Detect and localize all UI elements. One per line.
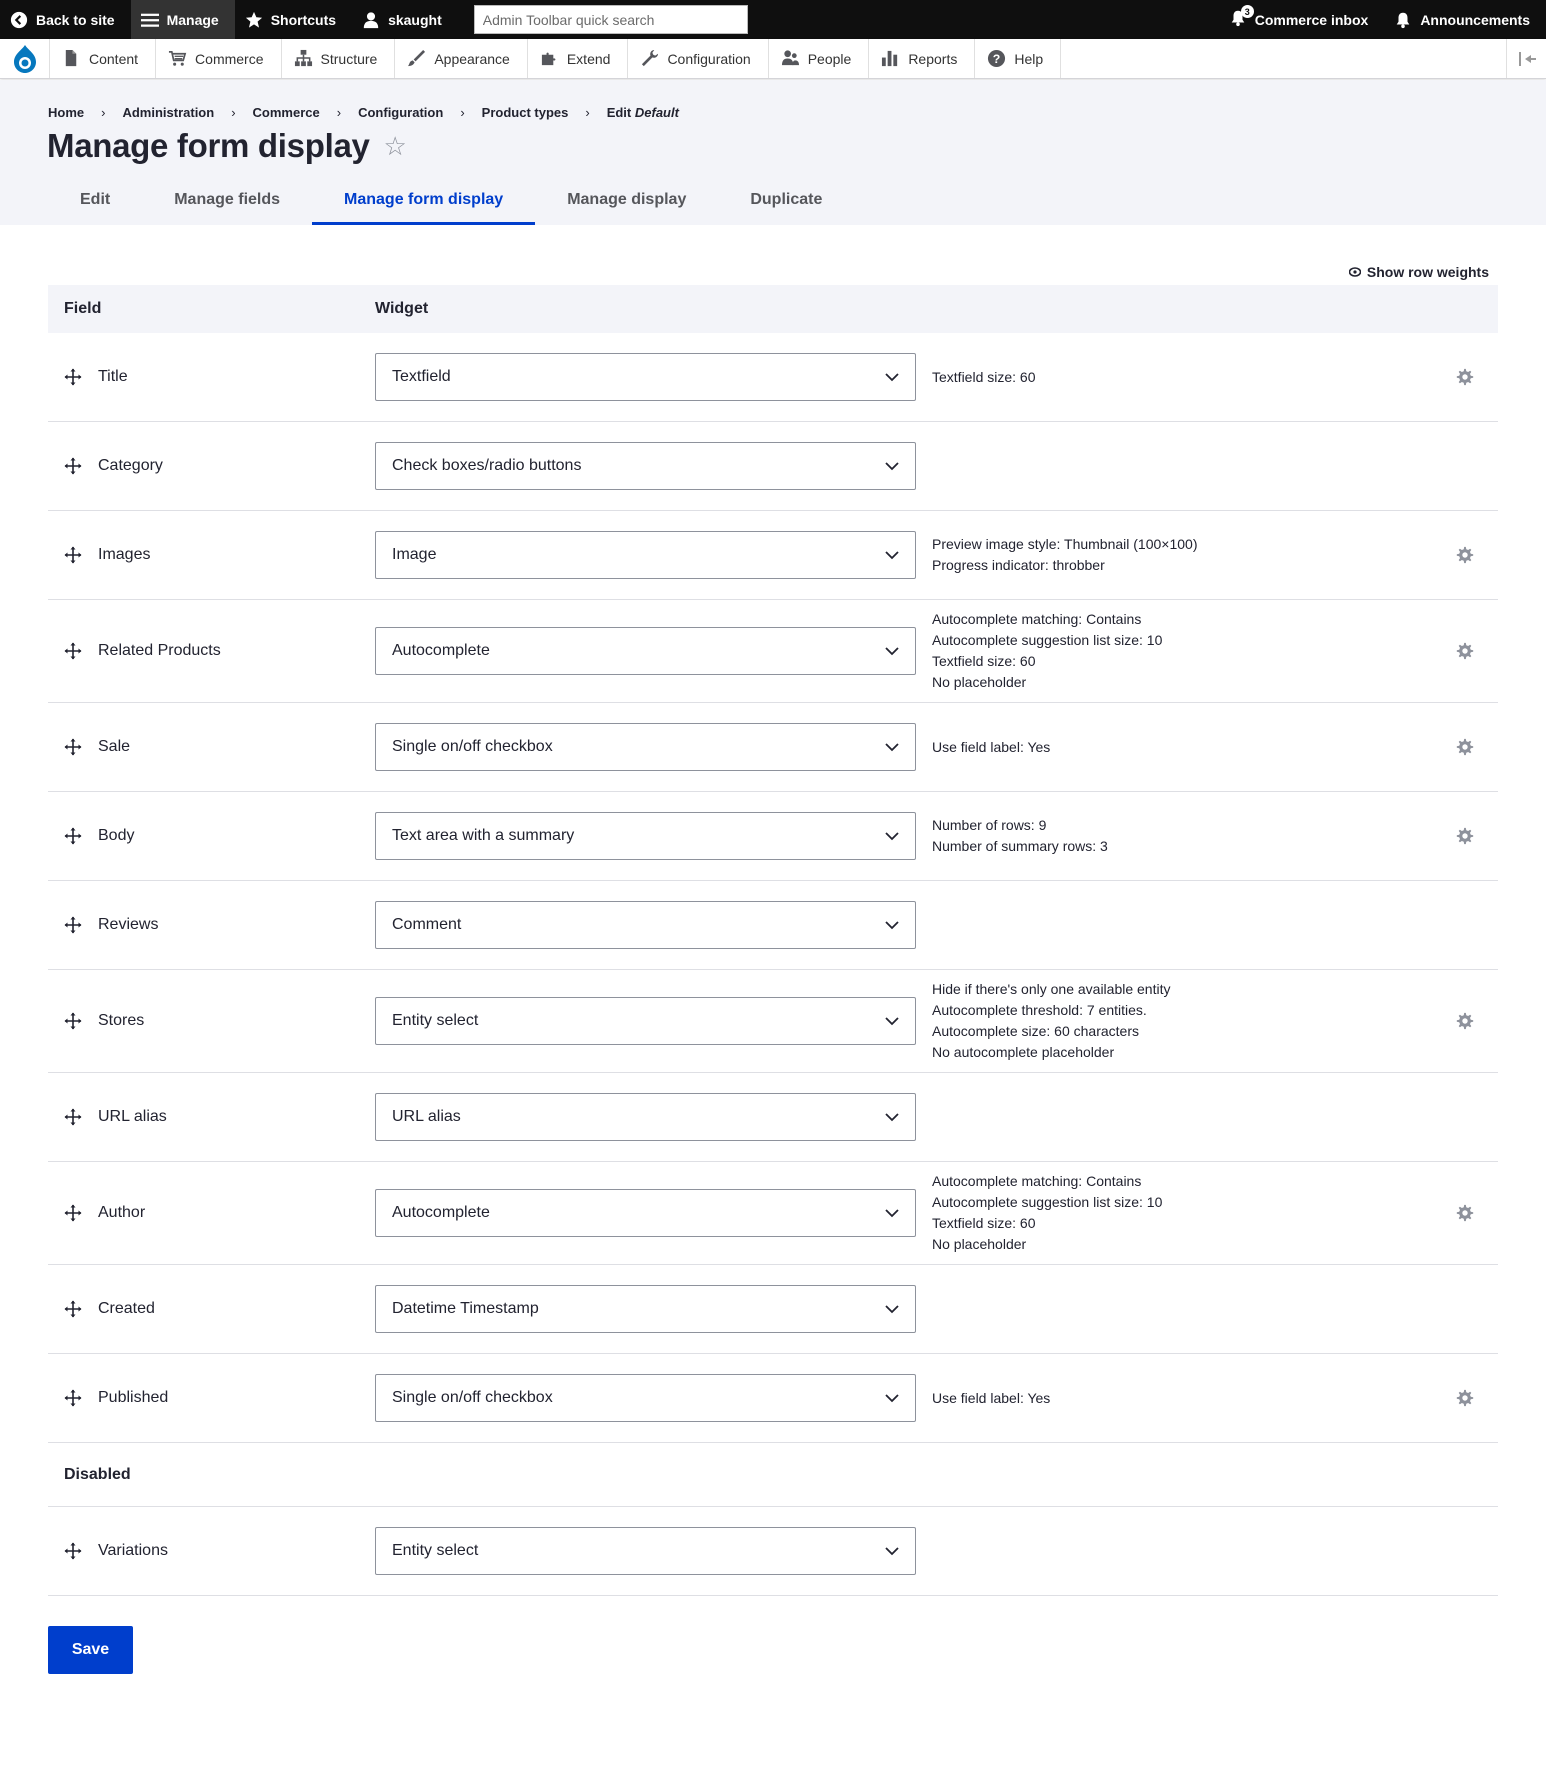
collapse-icon [1517, 52, 1537, 66]
breadcrumb-separator: › [101, 105, 106, 120]
summary-line: Progress indicator: throbber [932, 557, 1105, 573]
chevron-down-icon [885, 1305, 899, 1314]
back-to-site-label: Back to site [36, 11, 115, 28]
chevron-down-icon [885, 1113, 899, 1122]
tab-manage-display[interactable]: Manage display [567, 191, 687, 208]
drag-handle[interactable] [48, 916, 98, 934]
user-tab[interactable] [352, 0, 458, 39]
menu-item-label: People [807, 50, 852, 67]
widget-select-value: Image [392, 546, 437, 563]
people-icon [781, 49, 800, 68]
chevron-down-icon [885, 1547, 899, 1556]
table-row [48, 1265, 1498, 1354]
field-name: Category [98, 457, 163, 474]
summary-line: Hide if there's only one available entity [932, 981, 1171, 997]
widget-select-value: Comment [392, 916, 462, 933]
drag-handle[interactable] [48, 1542, 98, 1560]
puzzle-icon [540, 49, 559, 68]
brush-icon [407, 49, 426, 68]
svg-text:?: ? [993, 51, 1001, 66]
user-label: skaught [388, 11, 442, 28]
back-to-site-link[interactable] [0, 0, 131, 39]
shortcuts-tab[interactable] [235, 0, 352, 39]
menu-item-extend[interactable] [528, 39, 629, 78]
chevron-down-icon [885, 743, 899, 752]
drag-handle-icon [64, 1108, 82, 1126]
summary-line: Autocomplete size: 60 characters [932, 1023, 1139, 1039]
field-name: Sale [98, 738, 131, 755]
drag-handle[interactable] [48, 1204, 98, 1222]
field-name: Images [98, 546, 151, 563]
drag-handle-icon [64, 916, 82, 934]
field-name: Author [98, 1204, 146, 1221]
gear-icon[interactable] [1456, 546, 1474, 564]
menu-item-label: Help [1014, 50, 1044, 67]
chevron-down-icon [885, 921, 899, 930]
page-title-text: Manage form display [47, 127, 370, 164]
breadcrumb-link[interactable]: Administration [122, 105, 215, 120]
commerce-inbox-tab[interactable] [1219, 0, 1385, 39]
chevron-down-icon [885, 1209, 899, 1218]
file-icon [62, 49, 81, 68]
drag-handle-icon [64, 738, 82, 756]
primary-tabs [48, 178, 854, 225]
summary-line: Autocomplete suggestion list size: 10 [932, 1194, 1163, 1210]
user-icon [362, 11, 380, 29]
summary-line: Preview image style: Thumbnail (100×100) [932, 536, 1198, 552]
wrench-icon [640, 49, 659, 68]
table-row [48, 511, 1498, 600]
widget-select[interactable] [375, 723, 916, 771]
tab-manage-form-display[interactable]: Manage form display [312, 178, 535, 225]
drag-handle-icon [64, 827, 82, 845]
drupal-logo[interactable] [0, 39, 50, 78]
help-icon [987, 49, 1006, 68]
summary-line: Autocomplete suggestion list size: 10 [932, 632, 1163, 648]
drag-handle-icon [64, 546, 82, 564]
summary-line: Autocomplete matching: Contains [932, 1173, 1142, 1189]
breadcrumb-current [607, 105, 679, 120]
table-row [48, 970, 1498, 1073]
summary-line: Number of rows: 9 [932, 817, 1047, 833]
breadcrumb-link[interactable]: Configuration [358, 105, 444, 120]
field-name: Title [98, 368, 128, 385]
menu-item-structure[interactable] [282, 39, 396, 78]
widget-summary [932, 979, 1452, 1063]
field-column-header: Field [64, 300, 102, 317]
tab-duplicate[interactable]: Duplicate [750, 191, 823, 208]
form-display-table [48, 285, 1498, 1596]
menu-item-appearance[interactable] [395, 39, 528, 78]
table-row [48, 1507, 1498, 1596]
drag-handle[interactable] [48, 1300, 98, 1318]
drag-handle-icon [64, 1012, 82, 1030]
page-title [47, 127, 407, 165]
widget-select-value: Single on/off checkbox [392, 738, 553, 755]
field-name: Created [98, 1300, 155, 1317]
widget-select-value: Entity select [392, 1542, 479, 1559]
chevron-down-icon [885, 1017, 899, 1026]
breadcrumb-separator: › [585, 105, 590, 120]
drag-handle[interactable] [48, 546, 98, 564]
breadcrumb-link[interactable]: Home [48, 105, 85, 120]
widget-select[interactable] [375, 1527, 916, 1575]
gear-icon[interactable] [1456, 642, 1474, 660]
announcements-label: Announcements [1420, 11, 1530, 28]
widget-select-value: Datetime Timestamp [392, 1300, 539, 1317]
widget-select[interactable] [375, 627, 916, 675]
widget-select-value: Autocomplete [392, 642, 490, 659]
widget-summary [932, 1171, 1452, 1255]
widget-summary [932, 815, 1452, 857]
menu-item-commerce[interactable] [156, 39, 281, 78]
gear-icon[interactable] [1456, 738, 1474, 756]
hamburger-icon [141, 11, 159, 29]
announcements-tab[interactable] [1384, 0, 1546, 39]
drag-handle-icon [64, 368, 82, 386]
chevron-down-icon [885, 551, 899, 560]
breadcrumb-current-name: Default [634, 105, 679, 120]
widget-select[interactable] [375, 812, 916, 860]
back-arrow-icon [10, 11, 28, 29]
breadcrumb-link[interactable]: Commerce [252, 105, 320, 120]
chevron-down-icon [885, 832, 899, 841]
drag-handle[interactable] [48, 1012, 98, 1030]
menu-item-label: Appearance [434, 50, 510, 67]
manage-label: Manage [166, 11, 219, 28]
widget-summary [932, 367, 1452, 388]
table-row [48, 1354, 1498, 1443]
drag-handle-icon [64, 1389, 82, 1407]
menu-item-label: Structure [320, 50, 378, 67]
summary-line: Use field label: Yes [932, 1389, 1051, 1406]
drag-handle[interactable] [48, 1108, 98, 1126]
gear-icon[interactable] [1456, 1012, 1474, 1030]
bell-icon [1394, 11, 1412, 29]
summary-line: Textfield size: 60 [932, 1215, 1036, 1231]
breadcrumb-separator: › [231, 105, 236, 120]
admin-menu [0, 39, 1546, 79]
widget-summary [932, 609, 1452, 693]
widget-select[interactable] [375, 1285, 916, 1333]
drag-handle-icon [64, 1542, 82, 1560]
table-row [48, 1073, 1498, 1162]
breadcrumb-current-prefix: Edit [606, 105, 632, 120]
summary-line: Autocomplete threshold: 7 entities. [932, 1002, 1147, 1018]
gear-icon[interactable] [1456, 368, 1474, 386]
field-name: URL alias [98, 1108, 167, 1125]
inbox-badge [1229, 6, 1250, 30]
menu-item-content[interactable] [50, 39, 156, 78]
field-name: Published [98, 1389, 169, 1406]
gear-icon[interactable] [1456, 827, 1474, 845]
widget-select[interactable] [375, 1374, 916, 1422]
manage-tab[interactable] [131, 0, 235, 39]
drag-handle-icon [64, 642, 82, 660]
widget-select[interactable] [375, 531, 916, 579]
widget-select-value: Text area with a summary [392, 827, 575, 844]
widget-column-header: Widget [375, 300, 429, 317]
gear-icon[interactable] [1456, 1204, 1474, 1222]
table-row [48, 703, 1498, 792]
table-row [48, 422, 1498, 511]
summary-line: Autocomplete matching: Contains [932, 611, 1142, 627]
table-row [48, 881, 1498, 970]
chart-icon [881, 49, 900, 68]
menu-item-label: Content [89, 50, 139, 67]
star-icon [245, 11, 263, 29]
show-row-weights-button[interactable] [1349, 264, 1489, 280]
widget-select[interactable] [375, 901, 916, 949]
widget-summary [932, 534, 1452, 576]
widget-summary [932, 737, 1452, 758]
table-row [48, 333, 1498, 422]
field-name: Variations [98, 1542, 168, 1559]
chevron-down-icon [885, 462, 899, 471]
summary-line: No placeholder [932, 1236, 1027, 1252]
widget-select[interactable] [375, 1189, 916, 1237]
widget-summary [932, 1388, 1452, 1409]
drag-handle-icon [64, 457, 82, 475]
drupal-drop-icon [12, 44, 38, 74]
toolbar-search-input[interactable] [474, 5, 748, 34]
drag-handle[interactable] [48, 827, 98, 845]
tab-manage-fields[interactable]: Manage fields [174, 191, 281, 208]
inbox-count: 3 [1241, 5, 1254, 18]
commerce-inbox-label: Commerce inbox [1254, 11, 1369, 28]
eye-icon [1349, 267, 1361, 277]
menu-item-label: Configuration [667, 50, 751, 67]
table-row [48, 600, 1498, 703]
page-header [0, 80, 1546, 225]
summary-line: Textfield size: 60 [932, 368, 1036, 385]
table-row [48, 792, 1498, 881]
summary-line: No placeholder [932, 674, 1027, 690]
chevron-down-icon [885, 1394, 899, 1403]
gear-icon[interactable] [1456, 1389, 1474, 1407]
drag-handle[interactable] [48, 368, 98, 386]
menu-item-help[interactable] [975, 39, 1061, 78]
cart-icon [168, 49, 187, 68]
summary-line: No autocomplete placeholder [932, 1044, 1115, 1060]
chevron-down-icon [885, 647, 899, 656]
summary-line: Number of summary rows: 3 [932, 838, 1108, 854]
menu-item-label: Reports [908, 50, 958, 67]
show-row-weights-label: Show row weights [1366, 264, 1489, 280]
field-name: Reviews [98, 916, 159, 933]
widget-select[interactable] [375, 442, 916, 490]
breadcrumb-separator: › [336, 105, 342, 120]
field-name: Stores [98, 1012, 145, 1029]
summary-line: Use field label: Yes [932, 738, 1051, 755]
widget-select-value: Check boxes/radio buttons [392, 457, 582, 474]
widget-select[interactable] [375, 1093, 916, 1141]
chevron-down-icon [885, 373, 899, 382]
collapse-menu-button[interactable] [1506, 39, 1546, 78]
field-name: Body [98, 827, 135, 844]
breadcrumb [48, 105, 679, 120]
field-name: Related Products [98, 642, 221, 659]
drag-handle[interactable] [48, 738, 98, 756]
widget-select[interactable] [375, 353, 916, 401]
widget-select-value: URL alias [392, 1108, 461, 1125]
breadcrumb-separator: › [460, 105, 465, 120]
shortcut-star-icon[interactable]: ☆ [383, 130, 407, 161]
shortcuts-label: Shortcuts [270, 11, 337, 28]
menu-item-label: Extend [566, 50, 611, 67]
widget-select[interactable] [375, 997, 916, 1045]
menu-item-label: Commerce [195, 50, 264, 67]
sitemap-icon [294, 49, 313, 68]
widget-select-value: Autocomplete [392, 1204, 490, 1221]
drag-handle-icon [64, 1204, 82, 1222]
disabled-region-header: Disabled [48, 1443, 1498, 1507]
menu-item-people[interactable] [769, 39, 870, 78]
summary-line: Textfield size: 60 [932, 653, 1036, 669]
table-row [48, 1162, 1498, 1265]
save-button[interactable]: Save [48, 1626, 133, 1674]
drag-handle[interactable] [48, 457, 98, 475]
drag-handle-icon [64, 1300, 82, 1318]
drag-handle[interactable] [48, 642, 98, 660]
widget-select-value: Textfield [392, 368, 451, 385]
menu-item-reports[interactable] [869, 39, 975, 78]
tab-edit[interactable]: Edit [80, 191, 111, 208]
drag-handle[interactable] [48, 1389, 98, 1407]
menu-item-configuration[interactable] [628, 39, 768, 78]
widget-select-value: Entity select [392, 1012, 479, 1029]
admin-toolbar [0, 0, 1546, 39]
table-header [48, 285, 1498, 333]
widget-select-value: Single on/off checkbox [392, 1389, 553, 1406]
breadcrumb-link[interactable]: Product types [481, 105, 569, 120]
